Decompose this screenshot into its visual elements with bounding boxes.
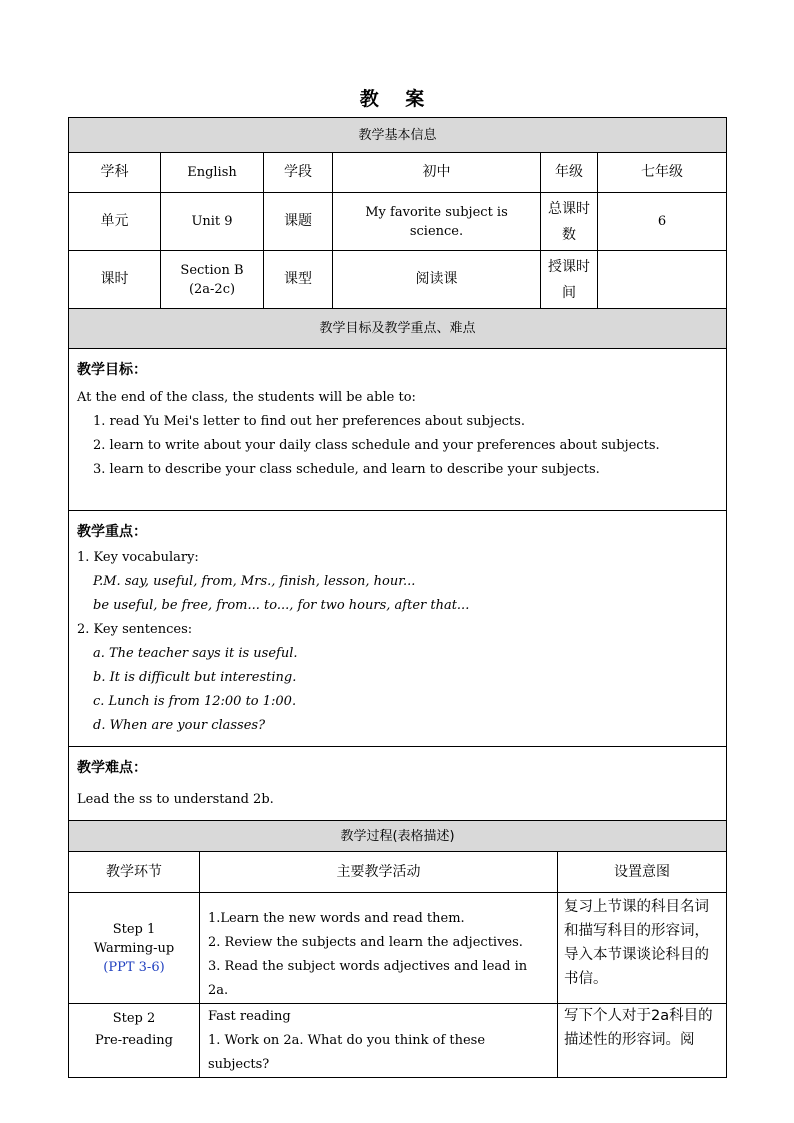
step1-name: Step 1 bbox=[112, 921, 156, 937]
document-title: 教 案 bbox=[359, 88, 435, 110]
step2-intent bbox=[558, 1004, 727, 1078]
step2-phase: Pre-reading bbox=[95, 1033, 173, 1048]
step1-intent: 复习上节课的科目名词和描写科目的形容词，导入本节课谈论科目的书信。 bbox=[558, 893, 727, 1004]
col-step: 教学环节 bbox=[69, 852, 200, 893]
difficulty-cell bbox=[69, 747, 727, 821]
label-lesson-time: 授课时间 bbox=[541, 251, 598, 309]
key-points-cell bbox=[69, 511, 727, 747]
activity-item: Fast reading bbox=[208, 1009, 291, 1024]
value-topic: My favorite subject is science. bbox=[333, 193, 541, 251]
difficulty-text: Lead the ss to understand 2b. bbox=[77, 792, 274, 807]
label-grade: 年级 bbox=[541, 153, 598, 193]
label-lesson-type: 课型 bbox=[264, 251, 333, 309]
goals-intro: At the end of the class, the students will be able to: bbox=[77, 390, 416, 405]
step2-activities bbox=[200, 1004, 558, 1078]
value-lesson-time bbox=[598, 251, 727, 309]
vocab-line: P.M. say, useful, from, Mrs., finish, lesson, hour... bbox=[93, 574, 416, 589]
step2-intent-text: 写下个人对于2a科目的描述性的形容词。阅 bbox=[564, 1008, 713, 1048]
value-total-periods: 6 bbox=[598, 193, 727, 251]
info-table bbox=[68, 117, 727, 852]
label-subject: 学科 bbox=[69, 153, 161, 193]
value-grade: 七年级 bbox=[598, 153, 727, 193]
label-period: 课时 bbox=[69, 251, 161, 309]
goal-item: 3. learn to describe your class schedule, and learn to describe your subjects. bbox=[93, 462, 600, 477]
sentences-title: 2. Key sentences: bbox=[77, 622, 193, 637]
step1-activities bbox=[200, 893, 558, 1004]
activity-item: 2. Review the subjects and learn the adjectives. bbox=[208, 935, 523, 950]
vocab-title: 1. Key vocabulary: bbox=[77, 550, 199, 565]
objectives-heading: 教学目标及教学重点、难点 bbox=[69, 309, 727, 349]
difficulty-label: 教学难点： bbox=[77, 760, 147, 776]
process-heading: 教学过程(表格描述) bbox=[69, 821, 727, 852]
sentence-line: d. When are your classes? bbox=[93, 718, 266, 733]
sentence-line: b. It is difficult but interesting. bbox=[93, 670, 297, 685]
col-intent: 设置意图 bbox=[558, 852, 727, 893]
vocab-line: be useful, be free, from... to..., for two hours, after that... bbox=[93, 598, 470, 613]
goal-item: 1. read Yu Mei's letter to find out her preferences about subjects. bbox=[93, 414, 525, 429]
label-topic: 课题 bbox=[264, 193, 333, 251]
col-activity: 主要教学活动 bbox=[200, 852, 558, 893]
activity-item: 3. Read the subject words adjectives and lead in 2a. bbox=[208, 959, 528, 998]
goals-label: 教学目标： bbox=[77, 362, 147, 378]
step1-cell bbox=[69, 893, 200, 1004]
activity-item: 1.Learn the new words and read them. bbox=[208, 911, 465, 926]
label-unit: 单元 bbox=[69, 193, 161, 251]
value-lesson-type: 阅读课 bbox=[333, 251, 541, 309]
step1-ppt: (PPT 3-6) bbox=[103, 959, 165, 975]
step1-phase: Warming-up bbox=[93, 940, 175, 956]
value-stage: 初中 bbox=[333, 153, 541, 193]
sentence-line: a. The teacher says it is useful. bbox=[93, 646, 298, 661]
info-heading: 教学基本信息 bbox=[69, 118, 727, 153]
value-subject: English bbox=[161, 153, 264, 193]
goal-item: 2. learn to write about your daily class schedule and your preferences about subjects. bbox=[93, 438, 660, 453]
step2-cell bbox=[69, 1004, 200, 1078]
label-stage: 学段 bbox=[264, 153, 333, 193]
label-total-periods: 总课时数 bbox=[541, 193, 598, 251]
goals-cell bbox=[69, 349, 727, 511]
key-points-label: 教学重点： bbox=[77, 524, 147, 540]
sentence-line: c. Lunch is from 12:00 to 1:00. bbox=[93, 694, 297, 709]
value-unit: Unit 9 bbox=[161, 193, 264, 251]
value-period: Section B (2a-2c) bbox=[161, 251, 264, 309]
step2-name: Step 2 bbox=[112, 1011, 156, 1026]
process-table bbox=[68, 851, 727, 1078]
activity-item: 1. Work on 2a. What do you think of these subjects? bbox=[208, 1033, 486, 1072]
